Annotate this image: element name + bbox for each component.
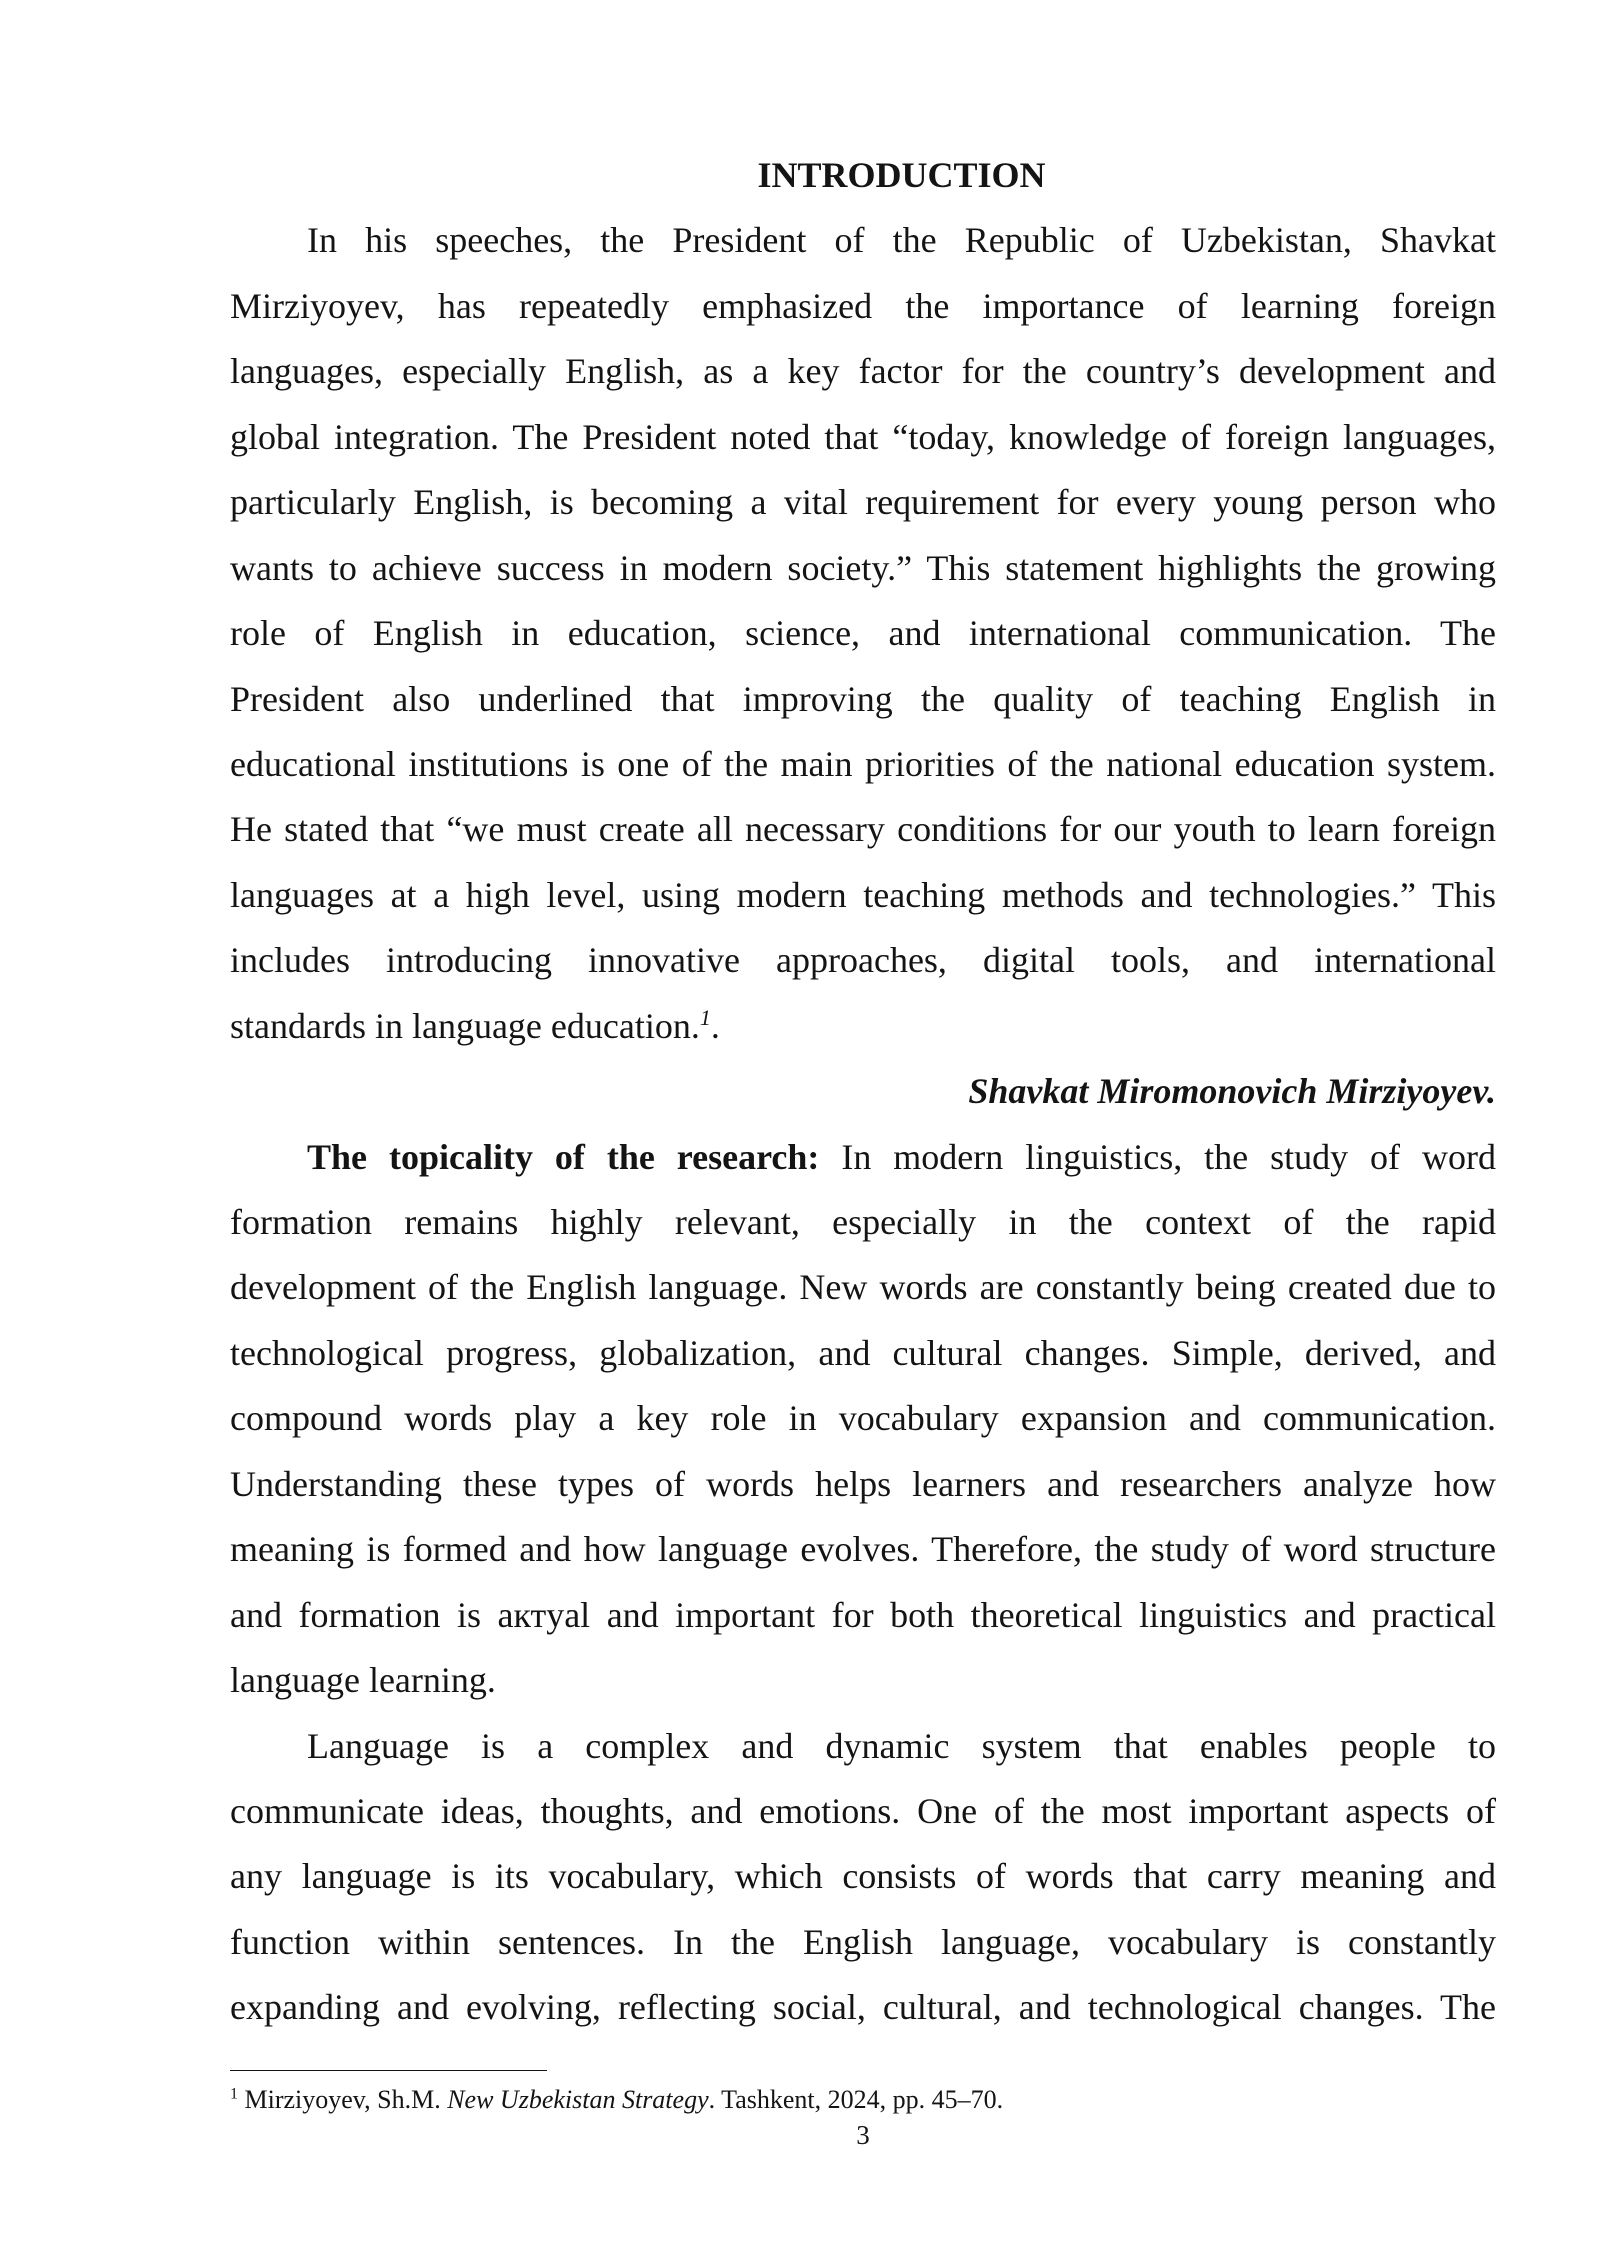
text-line: Mirziyoyev, has repeatedly emphasized the importance of learning foreign <box>230 285 1496 326</box>
text-line: languages at a high level, using modern teaching methods and technologies.” This <box>230 874 1496 915</box>
text-line: Language is a complex and dynamic system that enables people to <box>307 1725 1496 1766</box>
footnote-marker: 1 <box>230 2085 238 2103</box>
text-line: languages, especially English, as a key factor for the country’s development and <box>230 351 1496 392</box>
paragraph-intro <box>230 208 1496 1059</box>
text-line: role of English in education, science, and international communication. The <box>230 613 1496 654</box>
text-line: He stated that “we must create all necessary conditions for our youth to learn foreign <box>230 809 1496 850</box>
text-line: technological progress, globalization, and cultural changes. Simple, derived, and <box>230 1332 1496 1373</box>
footnote-reference: 1 <box>699 1004 711 1030</box>
text-line: particularly English, is becoming a vital requirement for every young person who <box>230 482 1496 523</box>
text-line: expanding and evolving, reflecting social, cultural, and technological changes. The <box>230 1987 1496 2028</box>
text-line: includes introducing innovative approaches, digital tools, and international <box>230 940 1496 981</box>
footnote <box>230 2084 1496 2116</box>
text-line: communicate ideas, thoughts, and emotions. One of the most important aspects of <box>230 1790 1496 1831</box>
text-line <box>230 1125 1496 1190</box>
text-line: formation remains highly relevant, especially in the context of the rapid <box>230 1202 1496 1242</box>
text-line: wants to achieve success in modern society.” This statement highlights the growing <box>230 547 1496 588</box>
text-line <box>230 994 1496 1059</box>
body-text <box>230 143 1496 2041</box>
text-line: development of the English language. New words are constantly being created due to <box>230 1267 1496 1308</box>
paragraph-language <box>230 1714 1496 2041</box>
text-line: In his speeches, the President of the Republic of Uzbekistan, Shavkat <box>307 220 1496 261</box>
footnote-separator <box>230 2070 547 2071</box>
text-line: meaning is formed and how language evolves. Therefore, the study of word structure <box>230 1529 1496 1570</box>
text-line: Understanding these types of words helps learners and researchers analyze how <box>230 1463 1496 1504</box>
text-line-punctuation: . <box>710 1005 720 1046</box>
text-line: and formation is aктyal and important for both theoretical linguistics and practical <box>230 1594 1496 1635</box>
paragraph-topicality <box>230 1125 1496 1714</box>
text-line: educational institutions is one of the main priorities of the national education system. <box>230 743 1496 784</box>
text-line-content: standards in language education. <box>230 1005 700 1046</box>
page-number: 3 <box>856 2120 870 2150</box>
text-line: language learning. <box>230 1660 496 1701</box>
footnote-author: Mirziyoyev, Sh.M. <box>244 2085 441 2114</box>
footnote-details: . Tashkent, 2024, pp. 45–70. <box>708 2085 1004 2114</box>
text-line: compound words play a key role in vocabulary expansion and communication. <box>230 1398 1496 1439</box>
quote-attribution: Shavkat Miromonovich Mirziyoyev. <box>968 1071 1496 1112</box>
text-line: function within sentences. In the English language, vocabulary is constantly <box>230 1921 1496 1962</box>
text-line: global integration. The President noted that “today, knowledge of foreign languages, <box>230 416 1496 457</box>
section-heading: INTRODUCTION <box>757 155 1046 195</box>
footnote-title: New Uzbekistan Strategy <box>447 2085 709 2114</box>
paragraph-lead: The topicality of the research: <box>307 1136 820 1177</box>
text-line-content: In modern linguistics, the study of word <box>841 1136 1496 1177</box>
text-line: President also underlined that improving the quality of teaching English in <box>230 678 1496 719</box>
text-line: any language is its vocabulary, which consists of words that carry meaning and <box>230 1856 1496 1897</box>
